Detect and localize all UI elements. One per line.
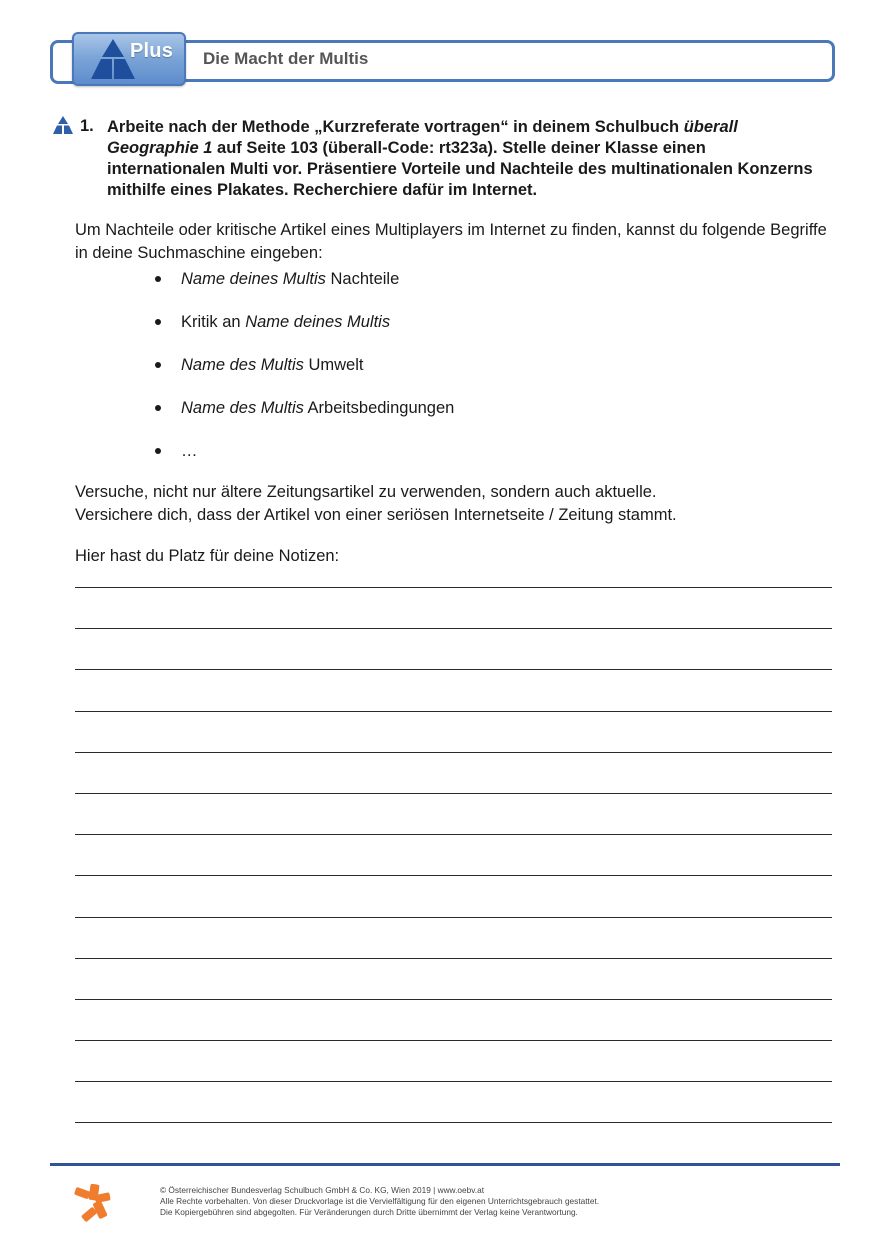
footer-line-2: Alle Rechte vorbehalten. Von dieser Druckvorlage ist die Vervielfältigung für den eigenen Unterrichtsgebrauch gestattet. [160, 1196, 600, 1206]
footer-divider [50, 1163, 840, 1166]
list-item [155, 440, 454, 483]
bullet-plain: … [181, 442, 198, 460]
task-text-part2: auf Seite 103 (überall-Code: rt323a). Stelle deiner Klasse einen internationalen Multi vor. Präsentiere Vorteile und Nachteile des multinationalen Konzerns mithilfe eines Plakates. Recherchiere dafür im Internet. [107, 139, 813, 199]
bullet-italic: Name deines Multis [181, 270, 326, 288]
note-line[interactable] [75, 917, 832, 958]
advice-line-1: Versuche, nicht nur ältere Zeitungsartikel zu verwenden, sondern auch aktuelle. [75, 483, 657, 501]
triangle-difficulty-icon [53, 116, 73, 134]
note-line[interactable] [75, 669, 832, 710]
task-instruction [107, 117, 822, 201]
footer-line-1: © Österreichischer Bundesverlag Schulbuch GmbH & Co. KG, Wien 2019 | www.oebv.at [160, 1185, 484, 1195]
note-line[interactable] [75, 875, 832, 916]
note-line[interactable] [75, 711, 832, 752]
notes-label: Hier hast du Platz für deine Notizen: [75, 547, 340, 565]
bullet-italic: Name deines Multis [245, 313, 391, 331]
list-item [155, 397, 454, 440]
bullet-plain: Nachteile [325, 270, 400, 288]
note-line[interactable] [75, 1081, 832, 1122]
page-title: Die Macht der Multis [203, 49, 369, 68]
footer-copyright [160, 1185, 599, 1218]
intro-paragraph: Um Nachteile oder kritische Artikel eines Multiplayers im Internet zu finden, kannst du folgende Begriffe in deine Suchmaschine eingeben: [75, 221, 827, 262]
plus-logo [72, 32, 186, 86]
logo-label: Plus [130, 40, 174, 62]
footer-line-3: Die Kopiergebühren sind abgegolten. Für Veränderungen durch Dritte übernimmt der Verlag keine Verantwortung. [160, 1207, 578, 1217]
note-line[interactable] [75, 1040, 832, 1081]
note-line[interactable] [75, 999, 832, 1040]
advice-line-2: Versichere dich, dass der Artikel von einer seriösen Internetseite / Zeitung stammt. [75, 506, 677, 524]
bullet-italic: Name des Multis [181, 399, 304, 417]
note-line[interactable] [75, 834, 832, 875]
list-item [155, 354, 454, 397]
bullet-italic: Name des Multis [181, 356, 304, 374]
list-item [155, 268, 454, 311]
bullet-plain: Umwelt [303, 356, 364, 374]
task-text-part1: Arbeite nach der Methode „Kurzreferate vortragen“ in deinem Schulbuch [107, 118, 684, 136]
notes-lines [75, 587, 832, 1123]
task-book-title: überall Geographie 1 [107, 118, 738, 157]
note-line[interactable] [75, 587, 832, 628]
note-line[interactable] [75, 958, 832, 999]
task-number: 1. [80, 117, 94, 135]
search-terms-list [155, 268, 454, 483]
note-line[interactable] [75, 793, 832, 834]
bullet-plain: Arbeitsbedingungen [303, 399, 455, 417]
note-line[interactable] [75, 628, 832, 669]
list-item [155, 311, 454, 354]
note-line[interactable] [75, 1122, 832, 1123]
note-line[interactable] [75, 752, 832, 793]
bullet-plain: Kritik an [181, 313, 246, 331]
oebv-star-logo-icon [72, 1184, 112, 1222]
